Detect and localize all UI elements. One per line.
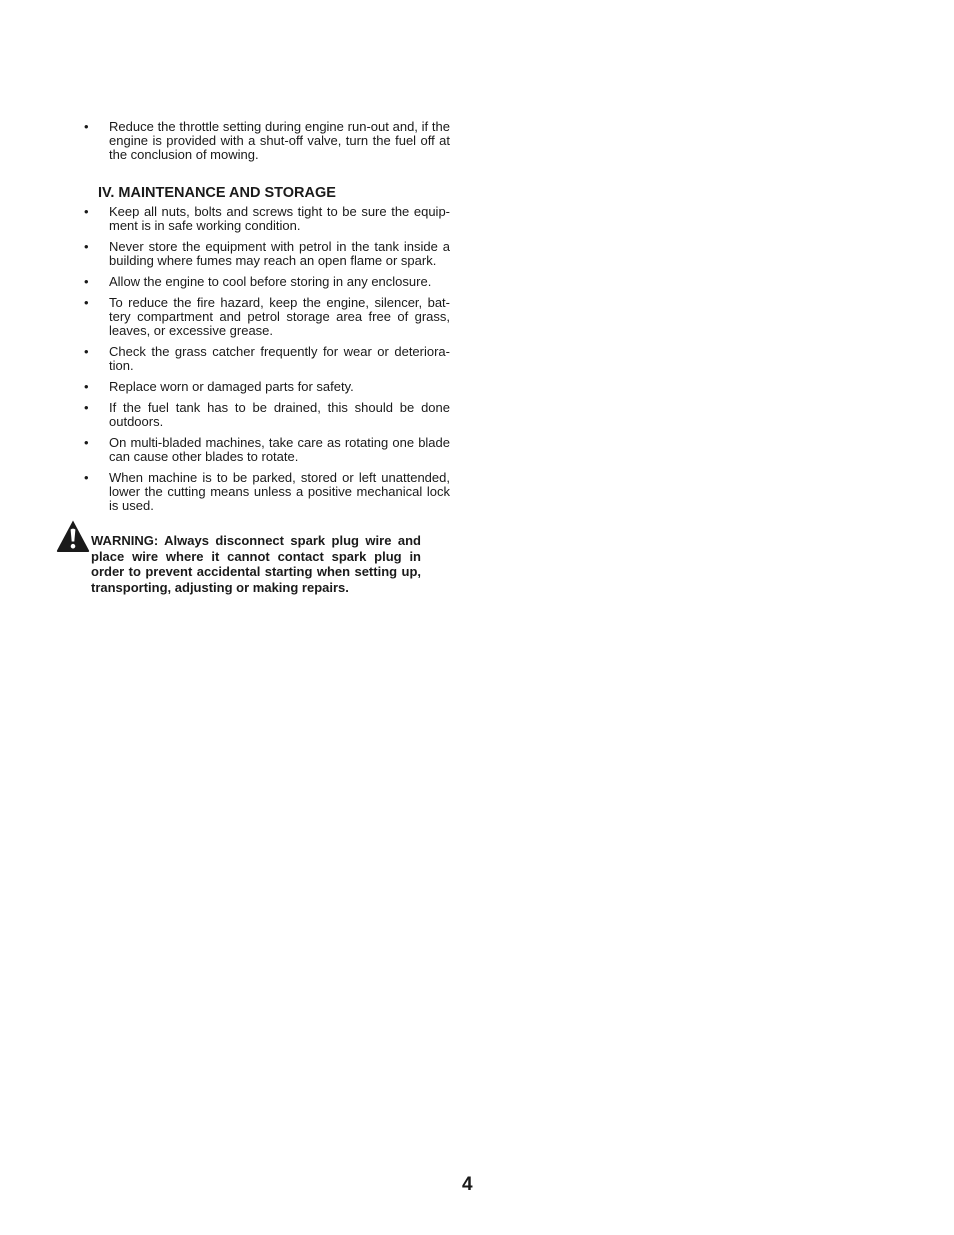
list-item-text: On multi-bladed machines, take care as rotating one blade can cause other blades to rotate. <box>109 435 450 464</box>
list-item <box>82 296 450 338</box>
list-item-text: Replace worn or damaged parts for safety. <box>109 379 354 394</box>
list-item <box>82 471 450 513</box>
bullet-dot: • <box>84 239 89 254</box>
intro-bullet-list <box>82 120 450 162</box>
list-item-text: Keep all nuts, bolts and screws tight to be sure the equip-ment is in safe working condition. <box>109 204 450 233</box>
list-item-text: If the fuel tank has to be drained, this should be done outdoors. <box>109 400 450 429</box>
bullet-dot: • <box>84 274 89 289</box>
list-item-text: Reduce the throttle setting during engine run-out and, if the engine is provided with a shut-off valve, turn the fuel off at the conclusion of mowing. <box>109 119 450 162</box>
bullet-dot: • <box>84 295 89 310</box>
section-heading: IV. MAINTENANCE AND STORAGE <box>98 185 336 201</box>
list-item-text: Allow the engine to cool before storing in any enclosure. <box>109 274 432 289</box>
list-item <box>82 205 450 233</box>
bullet-dot: • <box>84 379 89 394</box>
warning-triangle-icon <box>56 519 90 553</box>
page-number: 4 <box>462 1174 473 1195</box>
list-item <box>82 401 450 429</box>
warning-text: WARNING: Always disconnect spark plug wire and place wire where it cannot contact spark plug in order to prevent accidental starting when setting up, transporting, adjusting or making repairs. <box>91 533 421 595</box>
list-item <box>82 345 450 373</box>
bullet-dot: • <box>84 119 89 134</box>
bullet-dot: • <box>84 344 89 359</box>
list-item-text: When machine is to be parked, stored or left unattended, lower the cutting means unless a positive mechanical lock is used. <box>109 470 450 513</box>
maintenance-bullet-list <box>82 205 450 513</box>
bullet-dot: • <box>84 400 89 415</box>
list-item <box>82 275 450 289</box>
list-item-text: Check the grass catcher frequently for wear or deteriora-tion. <box>109 344 450 373</box>
list-item <box>82 120 450 162</box>
bullet-dot: • <box>84 470 89 485</box>
bullet-dot: • <box>84 204 89 219</box>
list-item-text: Never store the equipment with petrol in the tank inside a building where fumes may reach an open flame or spark. <box>109 239 450 268</box>
list-item <box>82 380 450 394</box>
list-item-text: To reduce the fire hazard, keep the engine, silencer, bat-tery compartment and petrol storage area free of grass, leaves, or excessive grease. <box>109 295 450 338</box>
list-item <box>82 436 450 464</box>
bullet-dot: • <box>84 435 89 450</box>
list-item <box>82 240 450 268</box>
content-column <box>82 120 450 520</box>
